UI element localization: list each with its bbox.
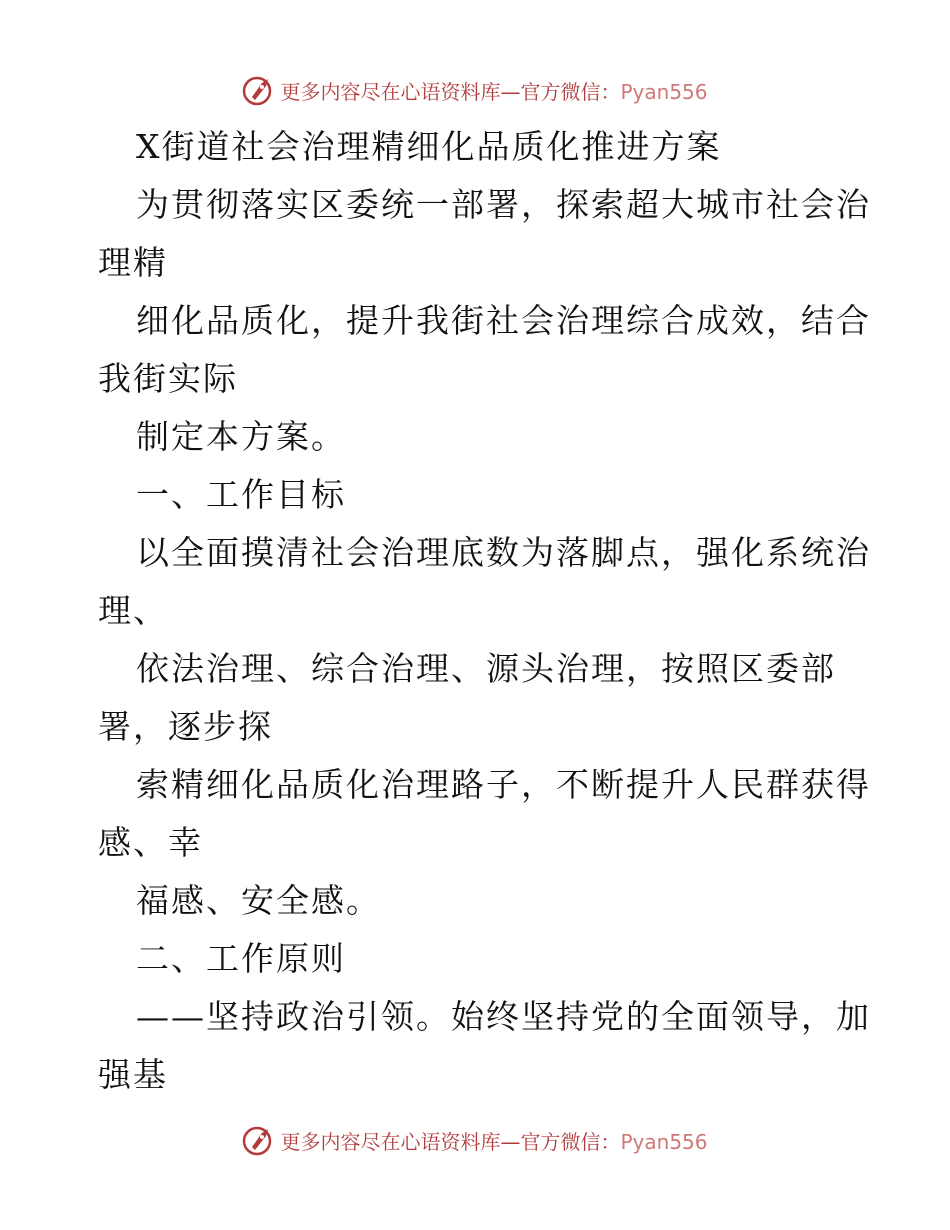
- paragraph-line: 为贯彻落实区委统一部署，探索超大城市社会治: [136, 185, 871, 224]
- footer-banner: [0, 1118, 950, 1162]
- section-heading: 二、工作原则: [136, 939, 346, 978]
- pen-nib-circle-icon: [242, 73, 276, 107]
- paragraph-line: 我街实际: [98, 359, 238, 398]
- paragraph-line: 索精细化品质化治理路子，不断提升人民群获得: [136, 765, 871, 804]
- pen-nib-circle-icon: [242, 1123, 276, 1157]
- document-body: [98, 118, 871, 1104]
- banner-label: 更多内容尽在心语资料库—官方微信：: [280, 1129, 621, 1154]
- wechat-id: Pyan556: [620, 1129, 708, 1154]
- paragraph-line: 强基: [98, 1055, 168, 1094]
- paragraph-line: 细化品质化，提升我街社会治理综合成效，结合: [136, 301, 871, 340]
- banner-text: [280, 1126, 707, 1155]
- wechat-id: Pyan556: [620, 79, 708, 104]
- paragraph-line: 以全面摸清社会治理底数为落脚点，强化系统治: [136, 533, 871, 572]
- banner-text: [280, 76, 707, 105]
- document-title: X街道社会治理精细化品质化推进方案: [136, 127, 722, 166]
- banner-label: 更多内容尽在心语资料库—官方微信：: [280, 79, 621, 104]
- paragraph-line: 制定本方案。: [136, 417, 346, 456]
- header-banner: [0, 68, 950, 112]
- paragraph-line: 福感、安全感。: [136, 881, 381, 920]
- paragraph-line: 理、: [98, 591, 168, 630]
- paragraph-line: 署，逐步探: [98, 707, 273, 746]
- paragraph-line: ——坚持政治引领。始终坚持党的全面领导，加: [136, 997, 871, 1036]
- paragraph-line: 理精: [98, 243, 168, 282]
- section-heading: 一、工作目标: [136, 475, 346, 514]
- paragraph-line: 感、幸: [98, 823, 203, 862]
- paragraph-line: 依法治理、综合治理、源头治理，按照区委部: [136, 649, 836, 688]
